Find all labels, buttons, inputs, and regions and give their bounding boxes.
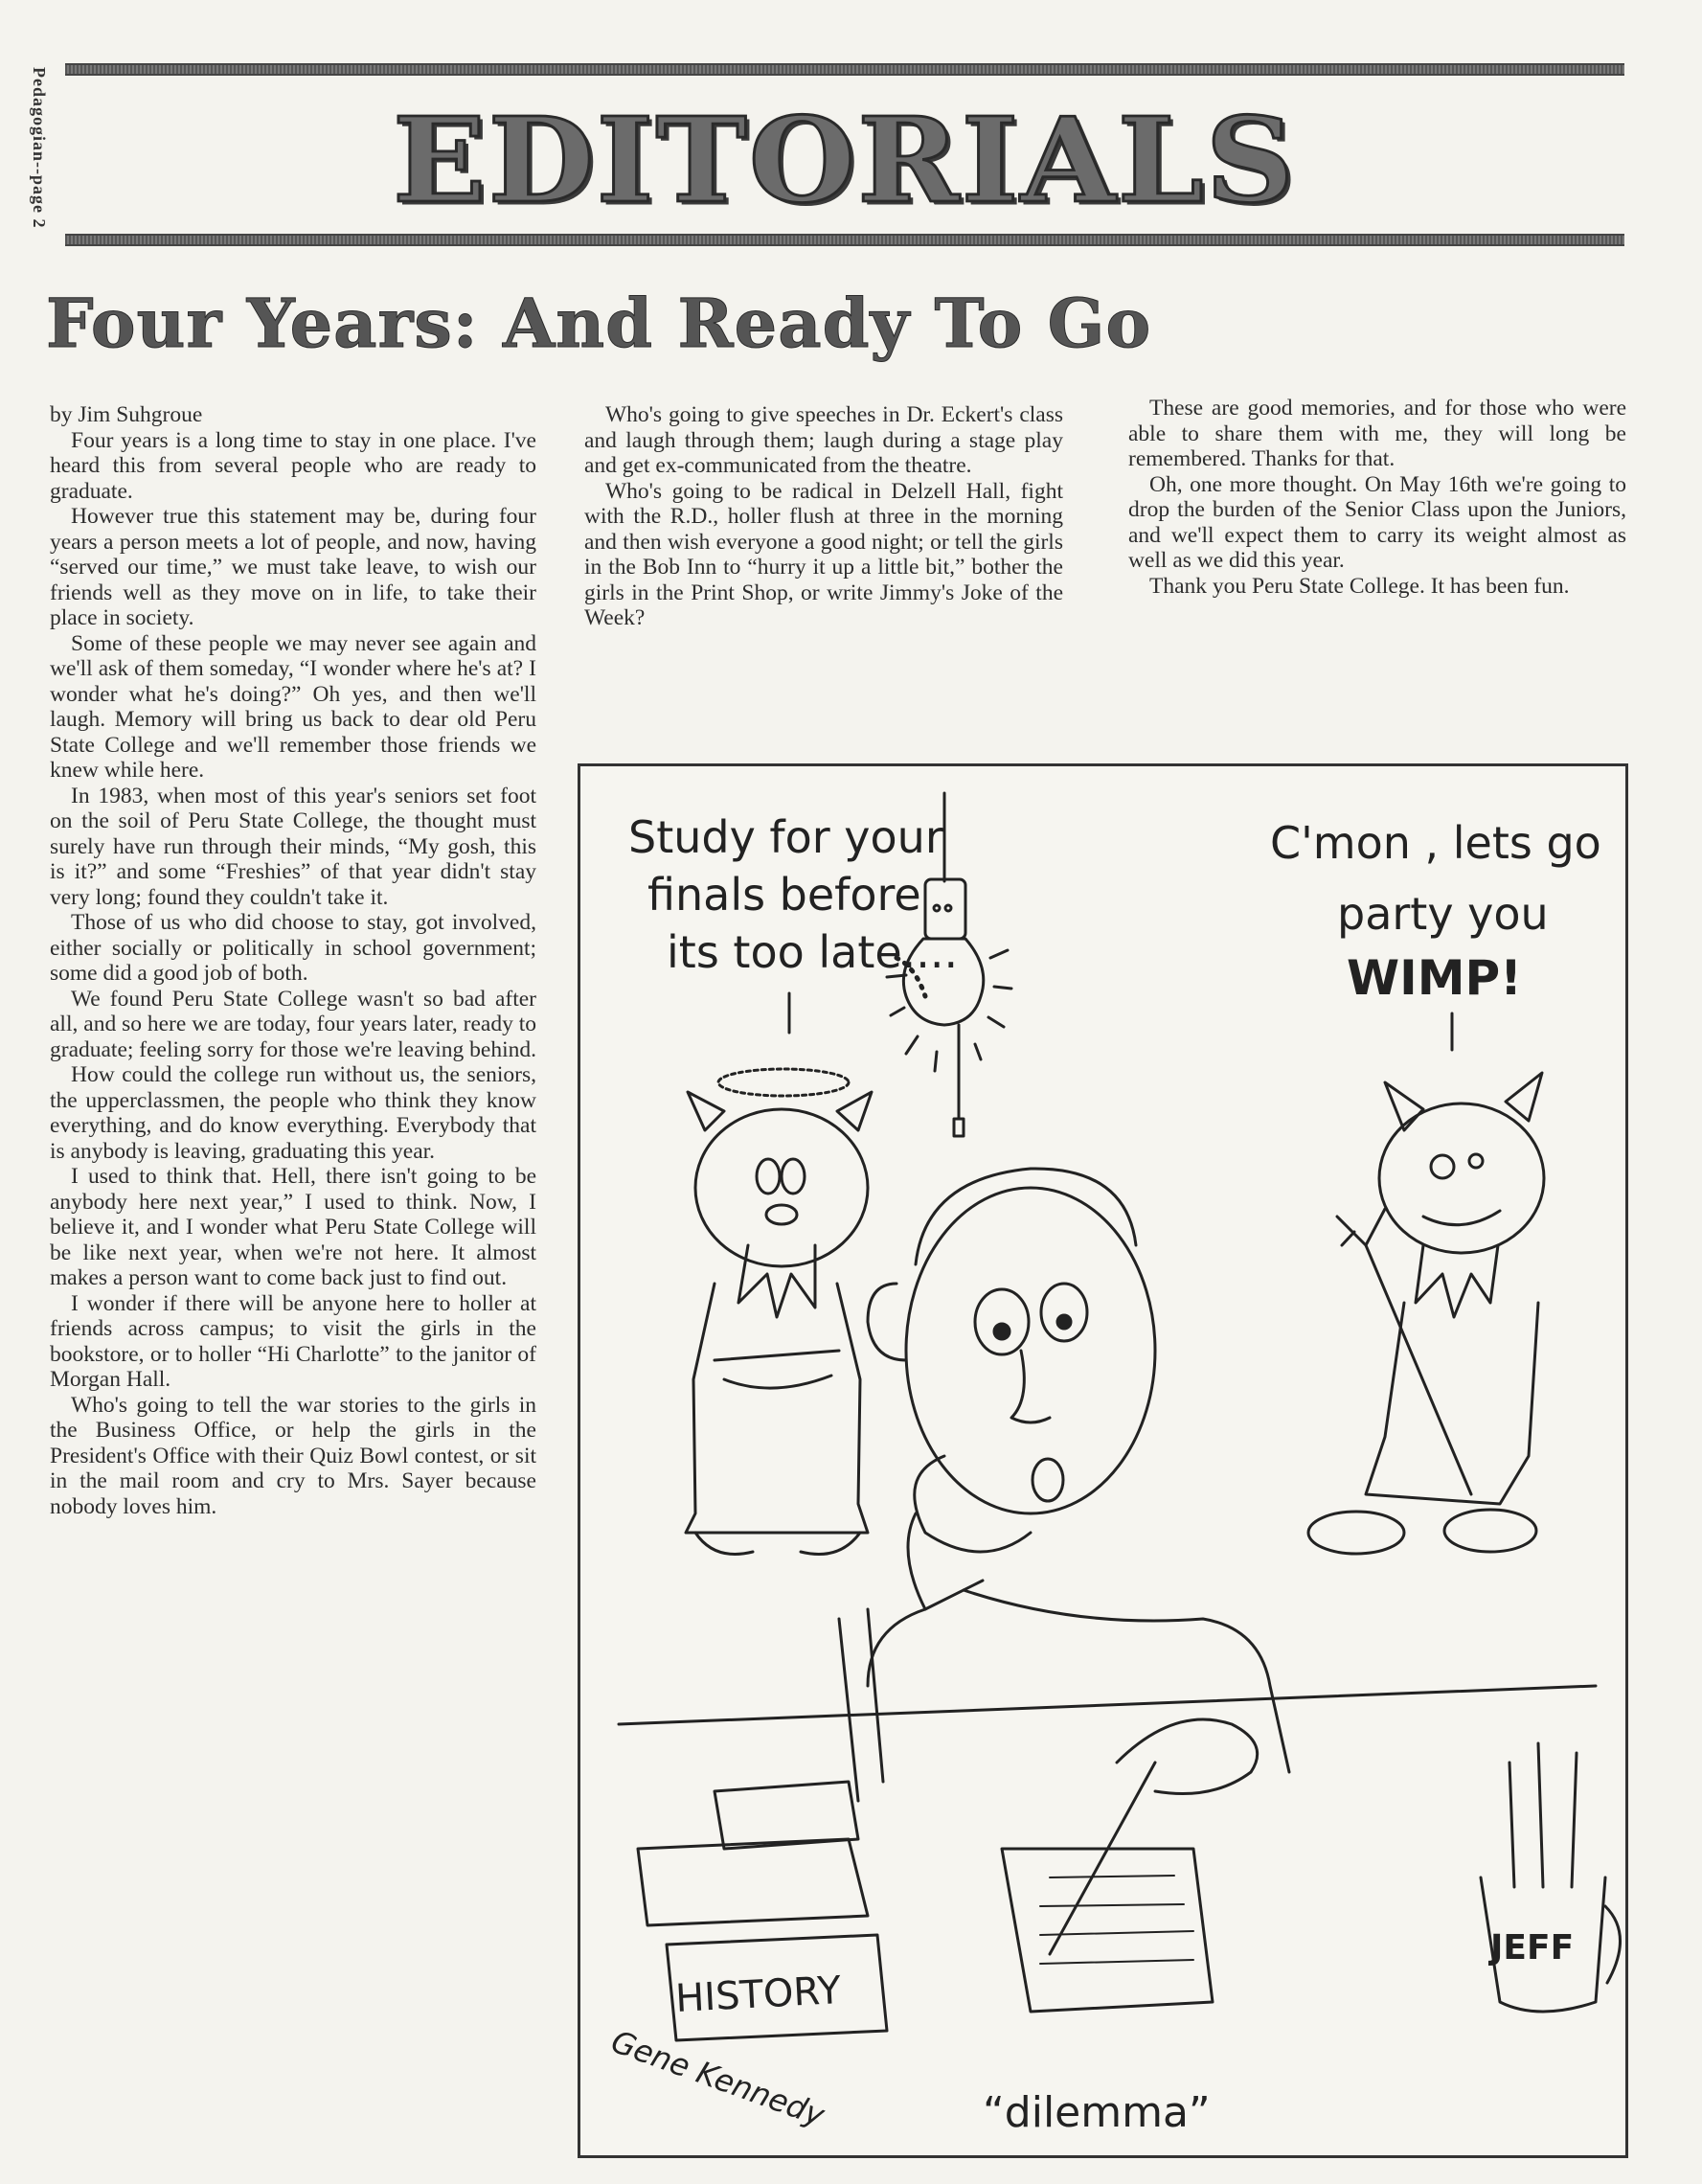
halo-icon: [718, 1069, 849, 1096]
article-byline: by Jim Suhgroue: [50, 402, 203, 427]
paragraph: Thank you Peru State College. It has been fun.: [1149, 573, 1570, 599]
angel-wildcat: [686, 1092, 872, 1555]
page-side-label: Pedagogian--page 2: [30, 67, 49, 229]
devil-speech-line-1: C'mon , lets go: [1270, 817, 1601, 869]
paragraph: In 1983, when most of this year's seniors set foot on the soil of Peru State College, the thought must surely have run through their minds, “My gosh, this is it?” and some “Freshies” of that year didn't stay very long; found they couldn't take it.: [50, 783, 536, 910]
paragraph: I used to think that. Hell, there isn't going to be anybody here next year,” I used to think. Now, I believe it, and I wonder what Peru State College will be like next year, when we're not here. It almost makes a person want to come back just to find out.: [50, 1164, 536, 1290]
paragraph: Four years is a long time to stay in one place. I've heard this from several people who are ready to graduate.: [50, 427, 536, 504]
angel-speech-line-1: Study for your: [628, 811, 943, 863]
paragraph: Who's going to be radical in Delzell Hall, fight with the R.D., holler flush at three in the morning and then wish everyone a good night; or tell the girls in the Bob Inn to “hurry it up a little bit,” bother the girls in the Print Shop, or write Jimmy's Joke of the Week?: [584, 478, 1063, 630]
angel-speech-line-2: finals before: [647, 869, 921, 921]
paragraph: Oh, one more thought. On May 16th we're going to drop the burden of the Senior Class upon the Juniors, and we'll expect them to carry its weight almost as well as we did this year.: [1128, 471, 1626, 573]
devil-speech-line-2: party you: [1337, 888, 1549, 940]
paragraph: Who's going to give speeches in Dr. Eckert's class and laugh through them; laugh during a stage play and get ex-communicated from the theatre.: [584, 402, 1063, 478]
section-masthead: EDITORIALS: [393, 92, 1297, 230]
artist-signature: Gene Kennedy: [606, 2022, 829, 2134]
cartoon-caption: “dilemma”: [983, 2088, 1211, 2137]
book-label: HISTORY: [674, 1968, 843, 2021]
devil-wildcat: [1308, 1073, 1544, 1554]
mug-label: JEFF: [1490, 1928, 1575, 1968]
article-column-2: [584, 402, 1063, 631]
cartoon-drawing: [580, 766, 1625, 2155]
student-figure: [619, 1169, 1621, 2040]
devil-speech-line-3: WIMP!: [1347, 950, 1522, 1006]
paragraph: I wonder if there will be anyone here to holler at friends across campus; to visit the girls in the bookstore, or to holler “Hi Charlotte” to the janitor of Morgan Hall.: [50, 1290, 536, 1392]
article-column-3: [1128, 396, 1626, 599]
masthead-rule-bottom: [65, 234, 1624, 246]
paragraph: Some of these people we may never see again and we'll ask of them someday, “I wonder where he's at? I wonder what he's doing?” Oh yes, and then we'll laugh. Memory will bring us back to dear old Peru State College and we'll remember those friends we knew while here.: [50, 630, 536, 783]
paragraph: However true this statement may be, during four years a person meets a lot of people, and now, having “served our time,” we must take leave, to wish our friends well as they move on in life, to take their place in society.: [50, 504, 536, 630]
paragraph: These are good memories, and for those who were able to share them with me, they will long be remembered. Thanks for that.: [1128, 396, 1626, 471]
paragraph: Who's going to tell the war stories to the girls in the Business Office, or help the girls in the President's Office with their Quiz Bowl contest, or sit in the mail room and cry to Mrs. Sayer because nobody loves him.: [50, 1392, 536, 1519]
paragraph: How could the college run without us, the seniors, the upperclassmen, the people who think they know everything, and do know everything. Everybody that is anybody is leaving, graduating this year.: [50, 1062, 536, 1164]
editorial-cartoon: [578, 763, 1628, 2158]
article-column-1: [50, 402, 536, 1519]
paragraph: Those of us who did choose to stay, got involved, either socially or politically in school government; some did a good job of both.: [50, 910, 536, 986]
angel-speech-line-3: its too late....: [667, 926, 959, 978]
paragraph: We found Peru State College wasn't so bad after all, and so here we are today, four years later, ready to graduate; feeling sorry for those we're leaving behind.: [50, 986, 536, 1062]
masthead-rule-top: [65, 63, 1624, 76]
article-headline: Four Years: And Ready To Go: [46, 284, 1152, 363]
